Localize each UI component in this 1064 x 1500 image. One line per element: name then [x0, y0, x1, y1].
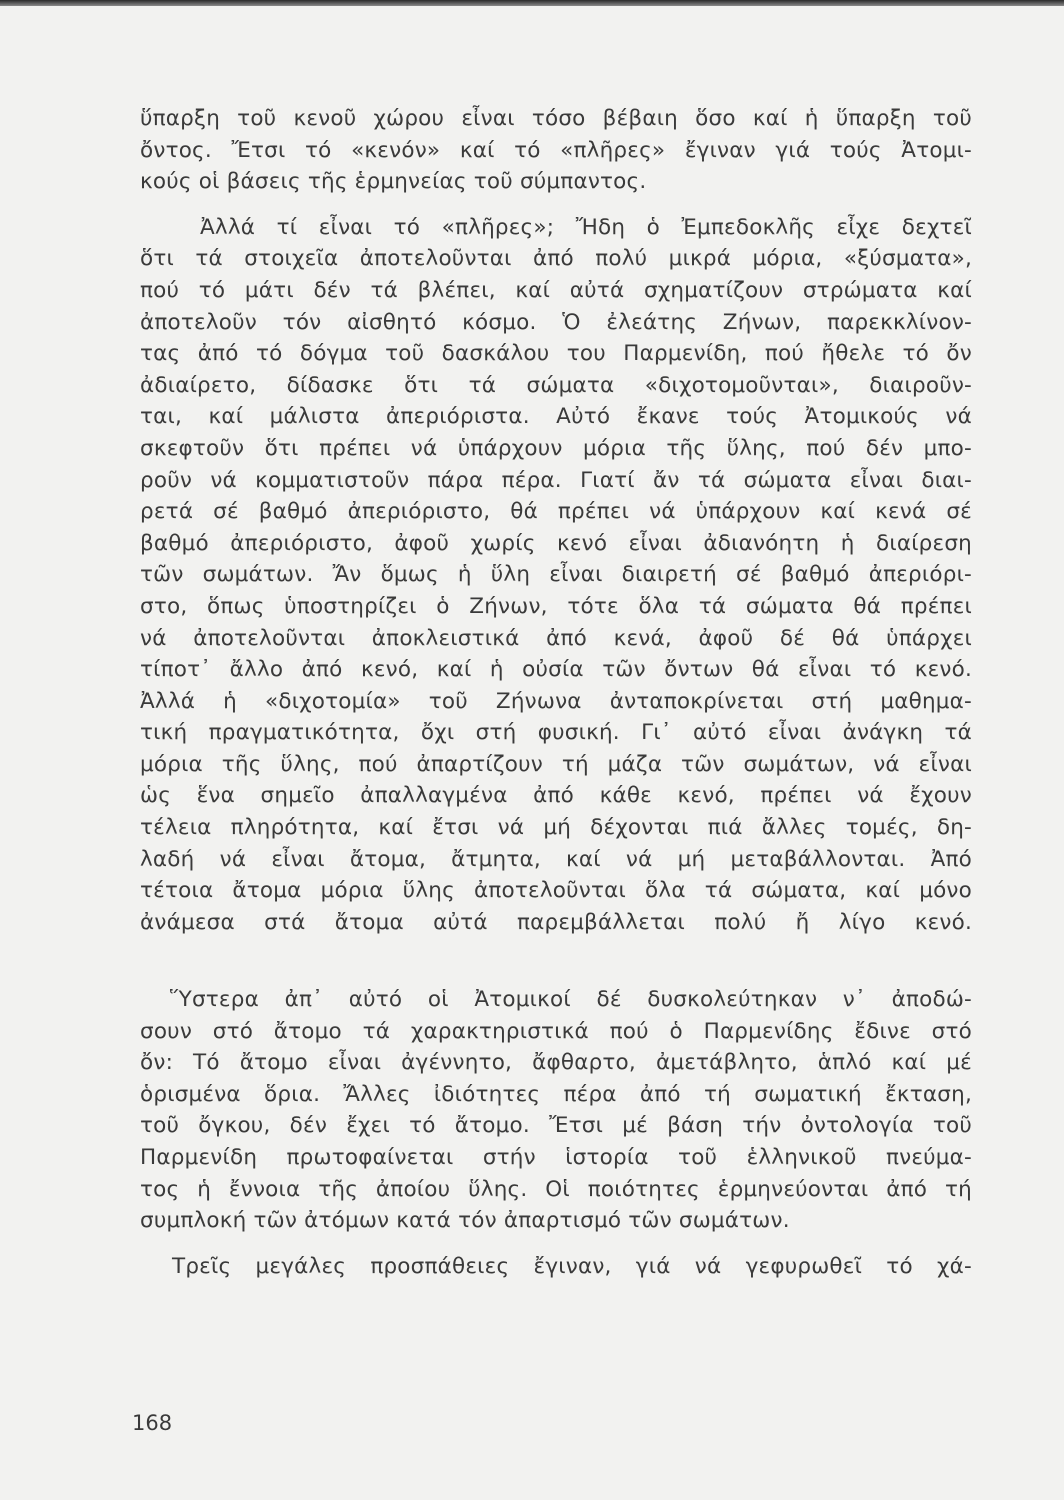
text-line: τοῦ ὄγκου, δέν ἔχει τό ἄτομο. Ἔτσι μέ βάση τήν ὀντολογία τοῦ: [140, 1113, 972, 1139]
text-line: στο, ὅπως ὑποστηρίζει ὁ Ζήνων, τότε ὅλα τά σώματα θά πρέπει: [140, 593, 972, 619]
text-line: ἀνάμεσα στά ἄτομα αὐτά παρεμβάλλεται πολύ ἤ λίγο κενό.: [140, 909, 972, 935]
text-line: μόρια τῆς ὕλης, πού ἀπαρτίζουν τή μάζα τῶν σωμάτων, νά εἶναι: [140, 751, 972, 777]
text-line: σκεφτοῦν ὅτι πρέπει νά ὑπάρχουν μόρια τῆς ὕλης, πού δέν μπο-: [140, 435, 972, 461]
text-line: βαθμό ἀπεριόριστο, ἀφοῦ χωρίς κενό εἶναι ἀδιανόητη ἡ διαίρεση: [140, 530, 972, 556]
text-line: ὄντος. Ἔτσι τό «κενόν» καί τό «πλῆρες» ἔγιναν γιά τούς Ἀτομι-: [140, 137, 972, 163]
page-number: 168: [132, 1411, 173, 1435]
text-line: [140, 938, 972, 970]
text-line: ροῦν νά κομματιστοῦν πάρα πέρα. Γιατί ἄν τά σώματα εἶναι διαι-: [140, 467, 972, 493]
text-line: Ἀλλά τί εἶναι τό «πλῆρες»; Ἤδη ὁ Ἐμπεδοκλῆς εἶχε δεχτεῖ: [200, 214, 972, 240]
text-line: τος ἡ ἔννοια τῆς ἀποίου ὕλης. Οἱ ποιότητες ἑρμηνεύονται ἀπό τή: [140, 1176, 972, 1202]
text-line: ὡς ἕνα σημεῖο ἀπαλλαγμένα ἀπό κάθε κενό, πρέπει νά ἔχουν: [140, 783, 972, 809]
text-line: συμπλοκή τῶν ἀτόμων κατά τόν ἀπαρτισμό τῶν σωμάτων.: [140, 1208, 790, 1234]
text-line: τέλεια πληρότητα, καί ἔτσι νά μή δέχονται πιά ἄλλες τομές, δη-: [140, 815, 972, 841]
text-line: τέτοια ἄτομα μόρια ὕλης ἀποτελοῦνται ὅλα τά σώματα, καί μόνο: [140, 878, 972, 904]
text-line: Τρεῖς μεγάλες προσπάθειες ἔγιναν, γιά νά γεφυρωθεῖ τό χά-: [172, 1253, 972, 1279]
text-line: τας ἀπό τό δόγμα τοῦ δασκάλου του Παρμενίδη, πού ἤθελε τό ὄν: [140, 341, 972, 367]
text-line: ρετά σέ βαθμό ἀπεριόριστο, θά πρέπει νά ὑπάρχουν καί κενά σέ: [140, 499, 972, 525]
text-line: τῶν σωμάτων. Ἄν ὅμως ἡ ὕλη εἶναι διαιρετή σέ βαθμό ἀπεριόρι-: [140, 562, 972, 588]
text-line: ἀδιαίρετο, δίδασκε ὅτι τά σώματα «διχοτομοῦνται», διαιροῦν-: [140, 372, 972, 398]
text-line: σουν στό ἄτομο τά χαρακτηριστικά πού ὁ Παρμενίδης ἔδινε στό: [140, 1018, 972, 1044]
paragraph: [140, 984, 972, 1237]
text-line: πού τό μάτι δέν τά βλέπει, καί αὐτά σχηματίζουν στρώματα καί: [140, 277, 972, 303]
text-line: ὁρισμένα ὅρια. Ἄλλες ἰδιότητες πέρα ἀπό τή σωματική ἔκταση,: [140, 1081, 972, 1107]
text-line: ὅτι τά στοιχεῖα ἀποτελοῦνται ἀπό πολύ μικρά μόρια, «ξύσματα»,: [140, 246, 972, 272]
text-line: τική πραγματικότητα, ὄχι στή φυσική. Γι᾽ αὐτό εἶναι ἀνάγκη τά: [140, 720, 972, 746]
paragraph: [140, 103, 972, 198]
paragraph: [140, 212, 972, 970]
text-line: λαδή νά εἶναι ἄτομα, ἄτμητα, καί νά μή μεταβάλλονται. Ἀπό: [140, 846, 972, 872]
text-line: ται, καί μάλιστα ἀπεριόριστα. Αὐτό ἔκανε τούς Ἀτομικούς νά: [140, 404, 972, 430]
body-text: [140, 103, 972, 1282]
text-line: τίποτ᾽ ἄλλο ἀπό κενό, καί ἡ οὐσία τῶν ὄντων θά εἶναι τό κενό.: [140, 657, 972, 683]
text-line: ἀποτελοῦν τόν αἰσθητό κόσμο. Ὁ ἐλεάτης Ζήνων, παρεκκλίνον-: [140, 309, 972, 335]
text-line: νά ἀποτελοῦνται ἀποκλειστικά ἀπό κενά, ἀφοῦ δέ θά ὑπάρχει: [140, 625, 972, 651]
paragraph: [140, 1251, 972, 1283]
text-line: ὄν: Τό ἄτομο εἶναι ἀγέννητο, ἄφθαρτο, ἀμετάβλητο, ἁπλό καί μέ: [140, 1050, 972, 1076]
text-line: Ἀλλά ἡ «διχοτομία» τοῦ Ζήνωνα ἀνταποκρίνεται στή μαθημα-: [140, 688, 972, 714]
text-line: Παρμενίδη πρωτοφαίνεται στήν ἱστορία τοῦ ἑλληνικοῦ πνεύμα-: [140, 1145, 972, 1170]
page-top-edge: [0, 0, 1064, 6]
text-line: Ὕστερα ἀπ᾽ αὐτό οἱ Ἀτομικοί δέ δυσκολεύτηκαν ν᾽ ἀποδώ-: [170, 987, 972, 1013]
text-line: κούς οἱ βάσεις τῆς ἑρμηνείας τοῦ σύμπαντος.: [140, 169, 647, 195]
text-line: ὕπαρξη τοῦ κενοῦ χώρου εἶναι τόσο βέβαιη ὅσο καί ἡ ὕπαρξη τοῦ: [140, 106, 972, 131]
